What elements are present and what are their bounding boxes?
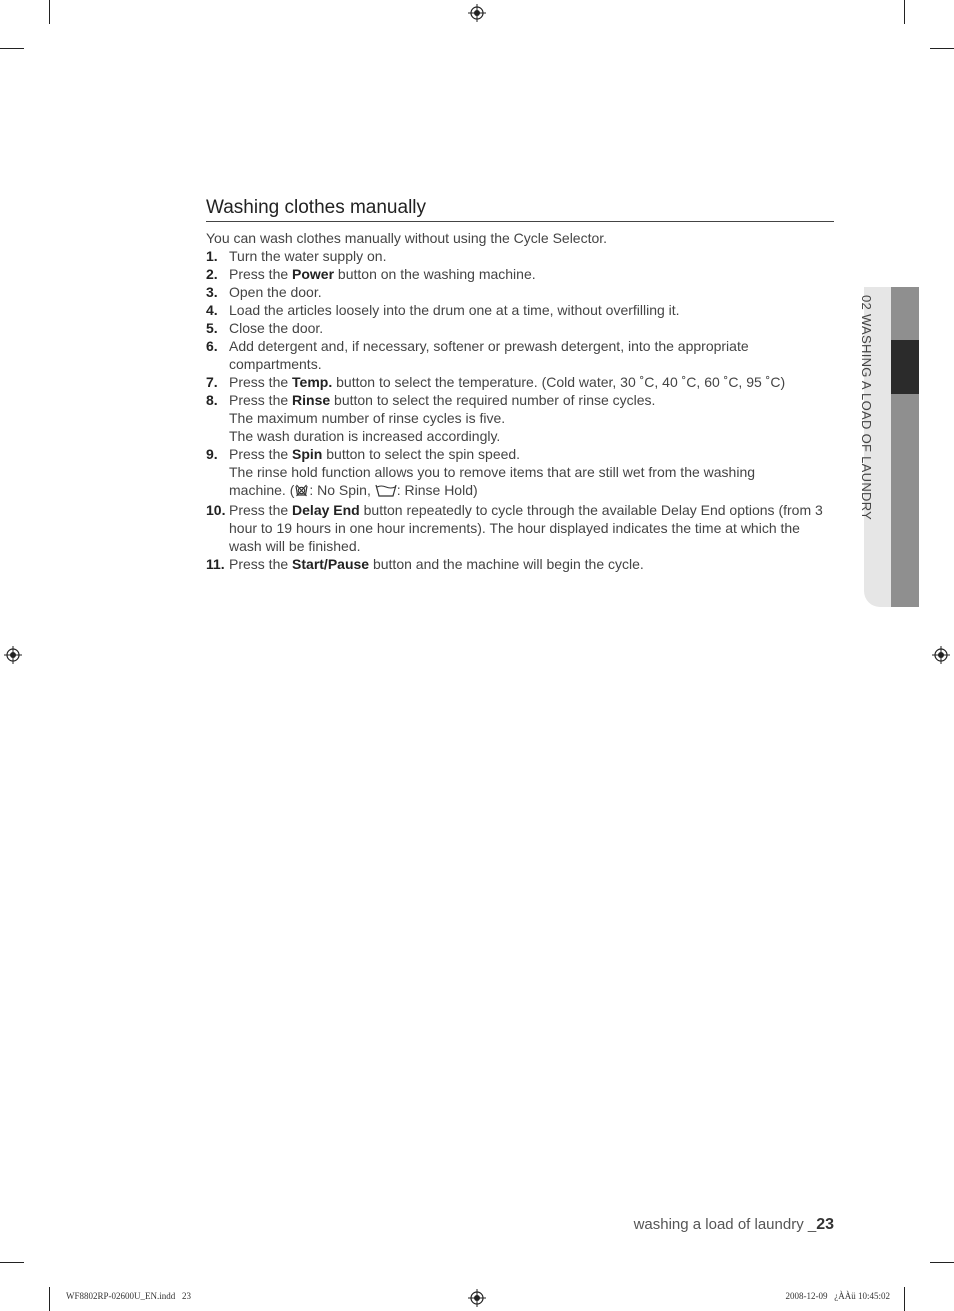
- crop-mark: [0, 48, 24, 49]
- step-note: machine. (: [229, 482, 295, 498]
- step-number: 7.: [206, 374, 218, 390]
- step-text: button on the washing machine.: [334, 266, 536, 282]
- step-note: The maximum number of rinse cycles is five.: [229, 410, 506, 426]
- button-name: Rinse: [292, 392, 331, 408]
- list-item: [206, 391, 834, 445]
- step-note: The wash duration is increased accordingly.: [229, 428, 501, 444]
- list-item: [206, 337, 834, 373]
- step-text: Press the: [229, 556, 293, 572]
- steps-list: [206, 247, 834, 573]
- list-item: [206, 265, 834, 283]
- step-text: Press the: [229, 502, 293, 518]
- step-text: Load the articles loosely into the drum one at a time, without overfilling it.: [229, 302, 680, 318]
- step-text: button to select the required number of rinse cycles.: [330, 392, 656, 408]
- registration-mark-icon: [4, 646, 22, 664]
- step-text: Open the door.: [229, 284, 322, 300]
- step-note: : Rinse Hold): [396, 482, 478, 498]
- list-item: [206, 445, 834, 501]
- list-item: [206, 247, 834, 265]
- button-name: Delay End: [292, 502, 360, 518]
- step-text: Press the: [229, 374, 293, 390]
- step-text: Press the: [229, 446, 293, 462]
- button-name: Spin: [292, 446, 323, 462]
- crop-mark: [930, 48, 954, 49]
- chapter-side-tab: [859, 287, 919, 607]
- no-spin-icon: [294, 483, 309, 501]
- rinse-hold-icon: [375, 483, 397, 501]
- step-number: 1.: [206, 248, 218, 264]
- step-text: button to select the temperature. (Cold water, 30 ˚C, 40 ˚C, 60 ˚C, 95 ˚C): [332, 374, 786, 390]
- registration-mark-icon: [932, 646, 950, 664]
- registration-mark-icon: [468, 1289, 486, 1307]
- list-item: [206, 501, 834, 555]
- crop-mark: [930, 1262, 954, 1263]
- page-number: 23: [816, 1216, 834, 1233]
- registration-mark-icon: [468, 4, 486, 22]
- crop-mark: [0, 1262, 24, 1263]
- list-item: [206, 373, 834, 391]
- list-item: [206, 555, 834, 573]
- slug-right: 2008-12-09 ¿ÀÀü 10:45:02: [785, 1291, 890, 1301]
- crop-mark: [49, 1287, 50, 1311]
- step-number: 5.: [206, 320, 218, 336]
- step-text: Close the door.: [229, 320, 324, 336]
- step-text: Press the: [229, 266, 293, 282]
- step-number: 9.: [206, 446, 218, 462]
- side-tab-marker: [891, 340, 919, 394]
- slug-left: WF8802RP-02600U_EN.indd 23: [66, 1291, 192, 1301]
- crop-mark: [49, 0, 50, 24]
- step-number: 8.: [206, 392, 218, 408]
- step-note: The rinse hold function allows you to remove items that are still wet from the washing: [229, 464, 756, 480]
- list-item: [206, 319, 834, 337]
- step-text: button and the machine will begin the cycle.: [369, 556, 644, 572]
- side-tab-bar: [891, 287, 919, 607]
- list-item: [206, 301, 834, 319]
- button-name: Power: [292, 266, 335, 282]
- step-text: Press the: [229, 392, 293, 408]
- step-text: Turn the water supply on.: [229, 248, 387, 264]
- button-name: Start/Pause: [292, 556, 370, 572]
- page-footer: [634, 1216, 834, 1234]
- step-number: 4.: [206, 302, 218, 318]
- footer-text: washing a load of laundry _: [633, 1216, 817, 1233]
- step-number: 10.: [206, 502, 226, 518]
- button-name: Temp.: [292, 374, 333, 390]
- step-note: : No Spin,: [309, 482, 375, 498]
- chapter-label: 02 WASHING A LOAD OF LAUNDRY: [859, 295, 874, 521]
- step-number: 6.: [206, 338, 218, 354]
- step-number: 3.: [206, 284, 218, 300]
- step-number: 11.: [206, 556, 225, 572]
- list-item: [206, 283, 834, 301]
- step-text: button to select the spin speed.: [322, 446, 521, 462]
- step-number: 2.: [206, 266, 218, 282]
- intro-text: You can wash clothes manually without using the Cycle Selector.: [206, 230, 608, 246]
- crop-mark: [904, 0, 905, 24]
- step-text: button repeatedly to cycle through the available Delay End options (from 3 hour to 19 hours in one hour increments). The hour displayed indicates the time at which the wash will be finished.: [229, 502, 823, 554]
- crop-mark: [904, 1287, 905, 1311]
- step-text: Add detergent and, if necessary, softener or prewash detergent, into the appropriate compartments.: [229, 338, 749, 372]
- section-title: Washing clothes manually: [206, 197, 834, 222]
